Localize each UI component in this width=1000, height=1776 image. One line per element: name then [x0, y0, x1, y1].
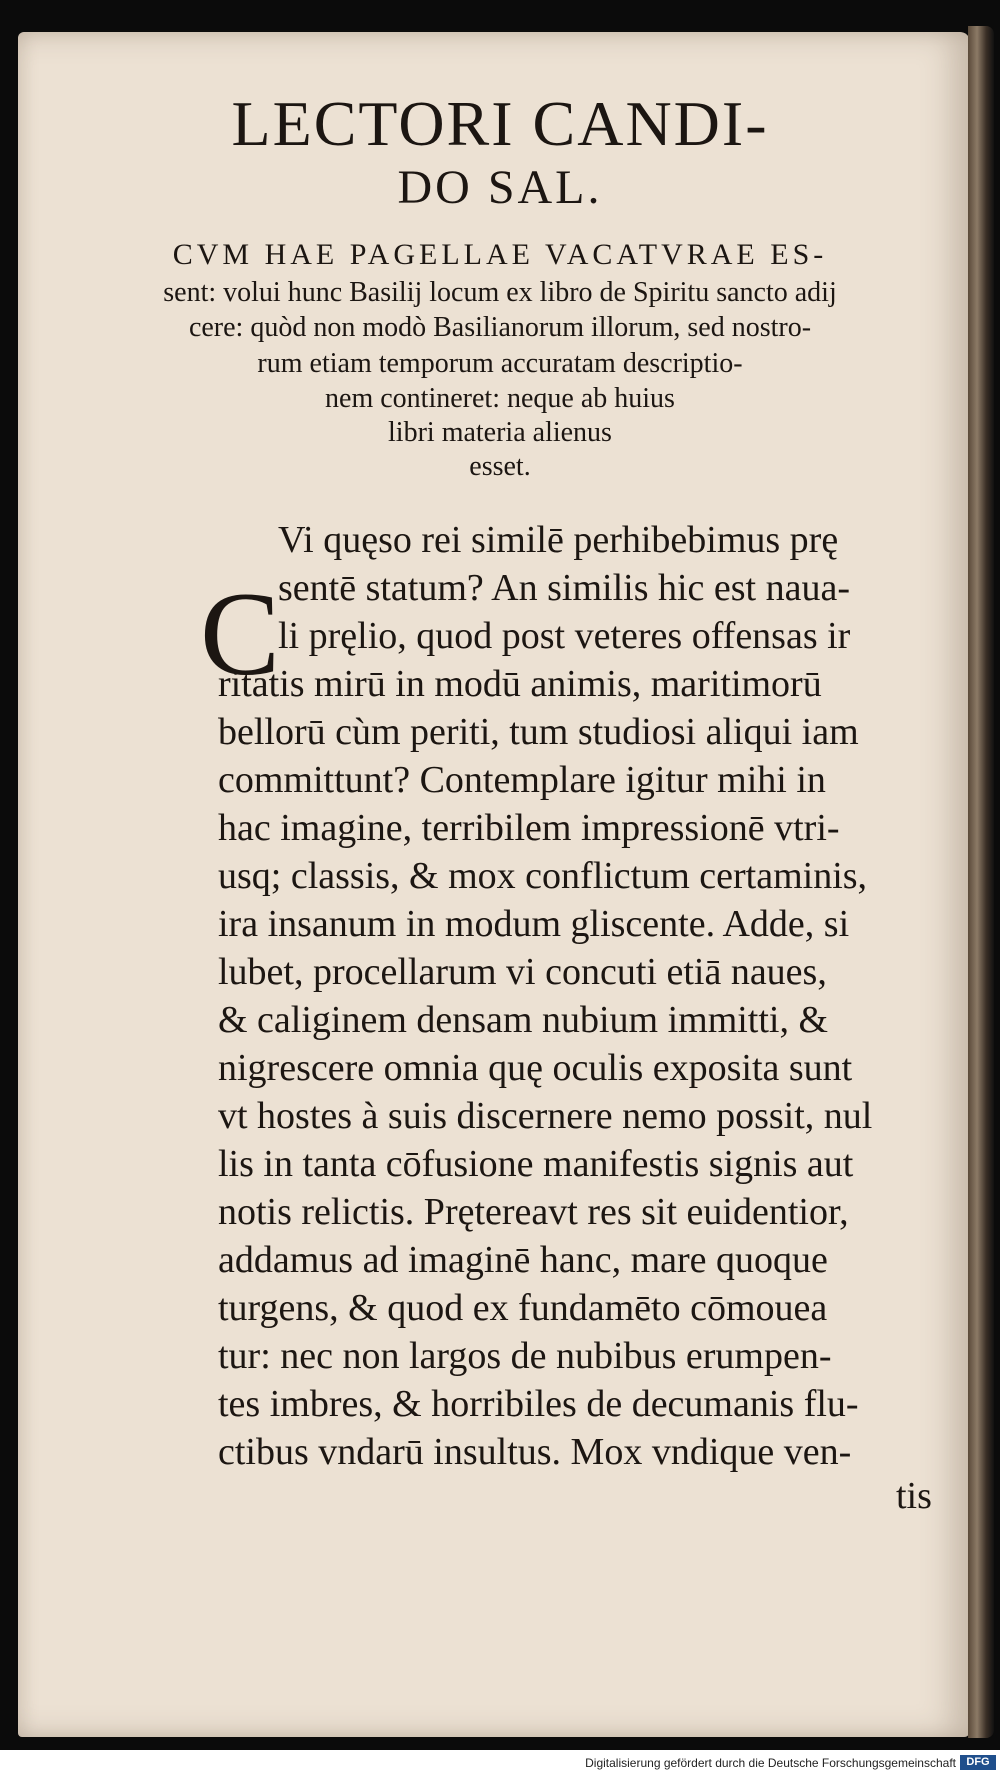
body-line: lubet, procellarum vi concuti etiā naues,: [218, 951, 827, 993]
heading-line-2: DO SAL.: [397, 161, 603, 214]
intro-line: esset.: [469, 451, 531, 482]
intro-line: sent: volui hunc Basilij locum ex libro de Spiritu sancto adij: [163, 277, 837, 308]
intro-line: rum etiam temporum accuratam descriptio-: [257, 348, 743, 379]
body-line: ctibus vndarū insultus. Mox vndique ven-: [218, 1431, 852, 1473]
body-line: ritatis mirū in modū animis, maritimorū: [218, 663, 822, 705]
body-line: lis in tanta cōfusione manifestis signis aut: [218, 1143, 854, 1185]
body-line: li pręlio, quod post veteres offensas ir: [278, 615, 851, 657]
body-line: sentē statum? An similis hic est naua-: [278, 567, 851, 609]
drop-cap: C: [200, 567, 281, 700]
intro-line: libri materia alienus: [388, 417, 612, 448]
body-line: hac imagine, terribilem impressionē vtri-: [218, 807, 840, 849]
body-line: vt hostes à suis discernere nemo possit, nul: [218, 1095, 873, 1137]
body-line: Vi quęso rei similē perhibebimus prę: [278, 519, 839, 561]
intro-line: cere: quòd non modò Basilianorum illorum, sed nostro-: [188, 312, 812, 343]
body-line: ira insanum in modum gliscente. Adde, si: [218, 903, 850, 945]
body-line: nigrescere omnia quę oculis exposita sunt: [218, 1047, 853, 1089]
intro-line: CVM HAE PAGELLAE VACATVRAE ES-: [172, 238, 828, 271]
heading-line-1: LECTORI CANDI-: [231, 88, 769, 159]
catchword: tis: [896, 1475, 932, 1517]
body-line: committunt? Contemplare igitur mihi in: [218, 759, 826, 801]
body-line: turgens, & quod ex fundamēto cōmouea: [218, 1287, 828, 1329]
body-line: notis relictis. Prętereavt res sit euidentior,: [218, 1191, 849, 1233]
intro-line: nem contineret: neque ab huius: [325, 383, 675, 414]
body-line: addamus ad imaginē hanc, mare quoque: [218, 1239, 828, 1281]
body-line: tes imbres, & horribiles de decumanis flu-: [218, 1383, 859, 1425]
body-line: usq; classis, & mox conflictum certaminis,: [218, 855, 868, 897]
footer-credit: Digitalisierung gefördert durch die Deutsche Forschungsgemeinschaft: [585, 1756, 956, 1770]
body-line: bellorū cùm periti, tum studiosi aliqui iam: [218, 711, 859, 753]
body-line: & caliginem densam nubium immitti, &: [218, 999, 829, 1041]
body-line: tur: nec non largos de nubibus erumpen-: [218, 1335, 832, 1377]
dfg-logo: DFG: [960, 1755, 996, 1770]
